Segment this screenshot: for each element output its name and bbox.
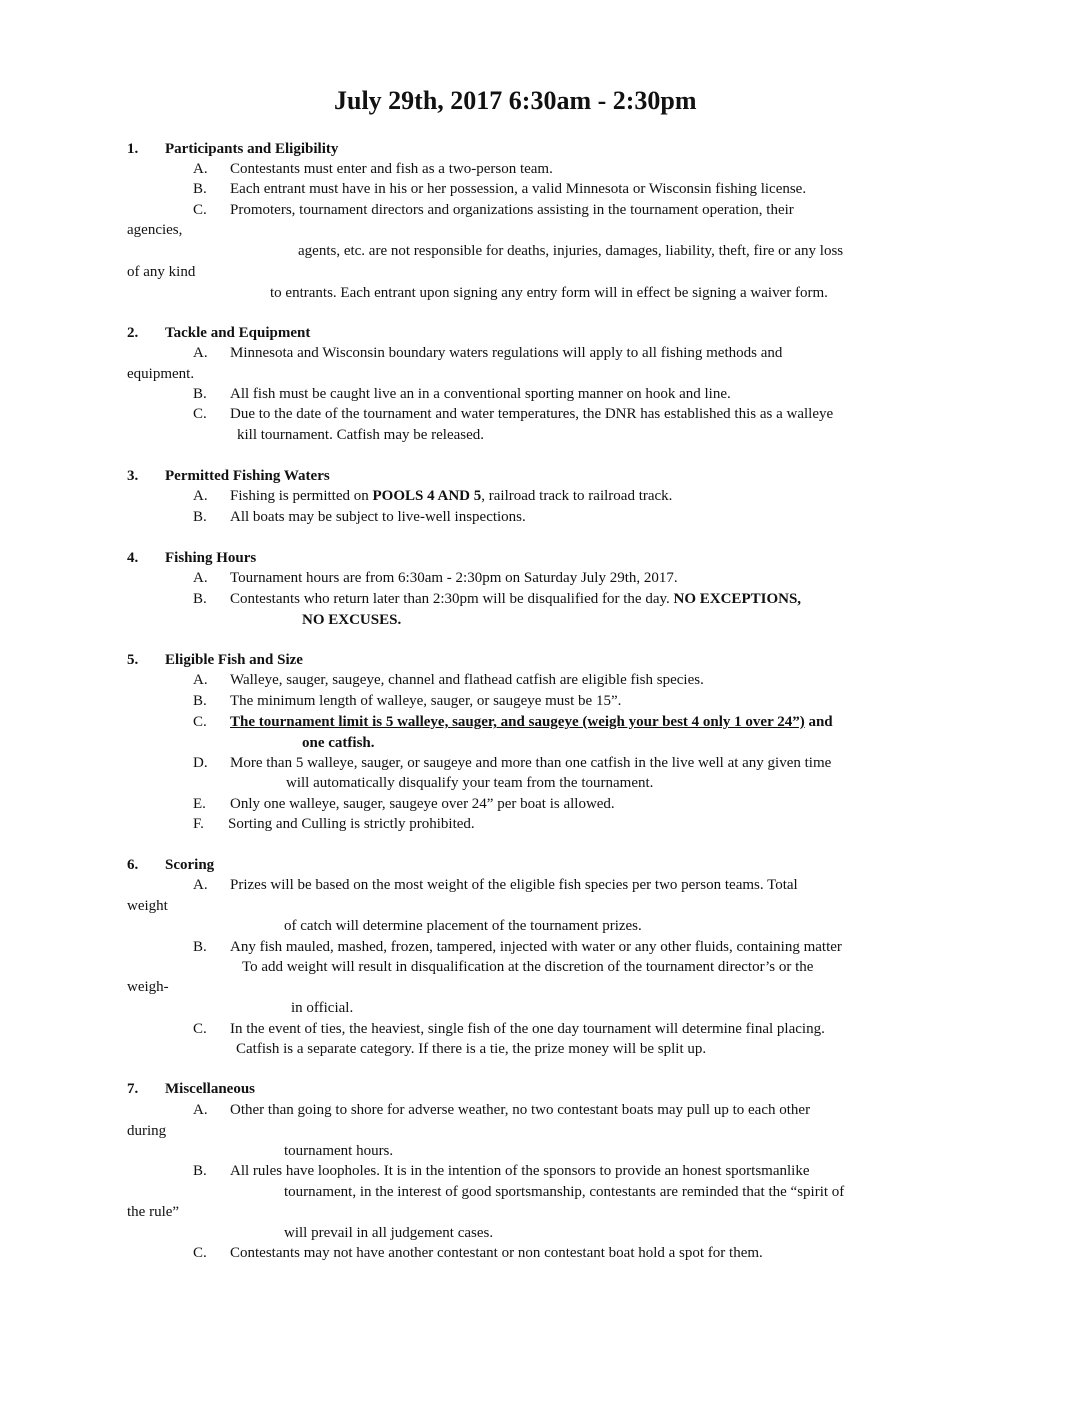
item-letter: E. [193,796,206,812]
section-number: 4. [127,550,139,566]
item-letter: D. [193,755,208,771]
item-text: equipment. [127,366,195,382]
item-text-post: , railroad track to railroad track. [481,488,673,504]
item-text: Minnesota and Wisconsin boundary waters regulations will apply to all fishing methods and [230,345,783,361]
item-text-bold: POOLS 4 AND 5 [372,488,482,504]
item-letter: A. [193,877,208,893]
section-number: 2. [127,325,139,341]
item-text: The minimum length of walleye, sauger, or saugeye must be 15”. [230,693,622,709]
page-title: July 29th, 2017 6:30am - 2:30pm [334,86,697,115]
item-text: Only one walleye, sauger, saugeye over 24” per boat is allowed. [230,796,615,812]
item-letter: A. [193,672,208,688]
item-text [230,486,672,506]
section-heading: Scoring [165,857,215,873]
item-text: All boats may be subject to live-well inspections. [230,509,526,525]
item-text: to entrants. Each entrant upon signing any entry form will in effect be signing a waiver form. [270,285,828,301]
item-text: weight [127,898,168,914]
item-letter: A. [193,488,208,504]
item-letter: B. [193,591,207,607]
item-text: Prizes will be based on the most weight of the eligible fish species per two person teams. Total [230,877,798,893]
item-text: of catch will determine placement of the tournament prizes. [284,918,642,934]
item-text: will automatically disqualify your team from the tournament. [286,775,654,791]
item-letter: F. [193,816,204,832]
item-text: the rule” [127,1204,180,1220]
item-text: tournament, in the interest of good sportsmanship, contestants are reminded that the “spirit of [284,1184,845,1200]
item-text-bold: one catfish. [302,735,375,751]
item-text: Due to the date of the tournament and water temperatures, the DNR has established this as a walleye [230,406,834,422]
item-letter: C. [193,1021,207,1037]
item-text: All fish must be caught live an in a conventional sporting manner on hook and line. [230,386,731,402]
item-letter: A. [193,1102,208,1118]
item-text-bold: NO EXCUSES. [302,612,402,628]
item-text-pre: Fishing is permitted on [230,488,373,504]
item-text [230,712,833,732]
item-text: Promoters, tournament directors and organizations assisting in the tournament operation, their [230,202,794,218]
item-text: weigh- [127,979,169,995]
item-text [230,589,801,609]
item-text: Tournament hours are from 6:30am - 2:30pm on Saturday July 29th, 2017. [230,570,678,586]
item-letter: B. [193,1163,207,1179]
item-letter: B. [193,693,207,709]
item-letter: A. [193,345,208,361]
section-number: 7. [127,1081,139,1097]
item-letter: B. [193,509,207,525]
item-text: All rules have loopholes. It is in the intention of the sponsors to provide an honest sportsmanlike [230,1163,810,1179]
item-text: Each entrant must have in his or her possession, a valid Minnesota or Wisconsin fishing license. [230,181,807,197]
item-letter: C. [193,406,207,422]
section-heading: Eligible Fish and Size [165,652,303,668]
item-text-bold: NO EXCEPTIONS, [673,591,802,607]
item-text: To add weight will result in disqualification at the discretion of the tournament director’s or the [242,959,814,975]
item-text: will prevail in all judgement cases. [284,1225,494,1241]
section-number: 5. [127,652,139,668]
item-text: during [127,1123,167,1139]
item-text: kill tournament. Catfish may be released. [237,427,485,443]
item-letter: C. [193,1245,207,1261]
item-text: in official. [291,1000,354,1016]
item-text: Any fish mauled, mashed, frozen, tampered, injected with water or any other fluids, containing matter [230,939,842,955]
item-text: Catfish is a separate category. If there is a tie, the prize money will be split up. [236,1041,707,1057]
item-text: Walleye, sauger, saugeye, channel and flathead catfish are eligible fish species. [230,672,704,688]
item-text: Other than going to shore for adverse weather, no two contestant boats may pull up to each other [230,1102,811,1118]
item-letter: B. [193,181,207,197]
item-text: Sorting and Culling is strictly prohibited. [228,816,475,832]
item-letter: C. [193,202,207,218]
section-number: 3. [127,468,139,484]
item-text: In the event of ties, the heaviest, single fish of the one day tournament will determine final placing. [230,1021,825,1037]
item-text: More than 5 walleye, sauger, or saugeye and more than one catfish in the live well at any given time [230,755,832,771]
item-letter: A. [193,161,208,177]
item-text: agents, etc. are not responsible for deaths, injuries, damages, liability, theft, fire or any loss [298,243,844,259]
section-heading: Permitted Fishing Waters [165,468,330,484]
item-text: of any kind [127,264,196,280]
section-heading: Fishing Hours [165,550,257,566]
item-text-bold: and [804,714,833,730]
item-letter: A. [193,570,208,586]
item-text: Contestants must enter and fish as a two-person team. [230,161,553,177]
section-number: 6. [127,857,139,873]
item-text-underlined: The tournament limit is 5 walleye, sauger, and saugeye (weigh your best 4 only 1 over 24”) [230,714,805,730]
section-heading: Miscellaneous [165,1081,255,1097]
section-heading: Participants and Eligibility [165,141,339,157]
item-letter: C. [193,714,207,730]
item-text: Contestants may not have another contestant or non contestant boat hold a spot for them. [230,1245,763,1261]
section-number: 1. [127,141,139,157]
item-letter: B. [193,939,207,955]
item-letter: B. [193,386,207,402]
item-text: tournament hours. [284,1143,394,1159]
item-text-pre: Contestants who return later than 2:30pm will be disqualified for the day. [230,591,674,607]
item-text: agencies, [127,222,183,238]
section-heading: Tackle and Equipment [165,325,311,341]
